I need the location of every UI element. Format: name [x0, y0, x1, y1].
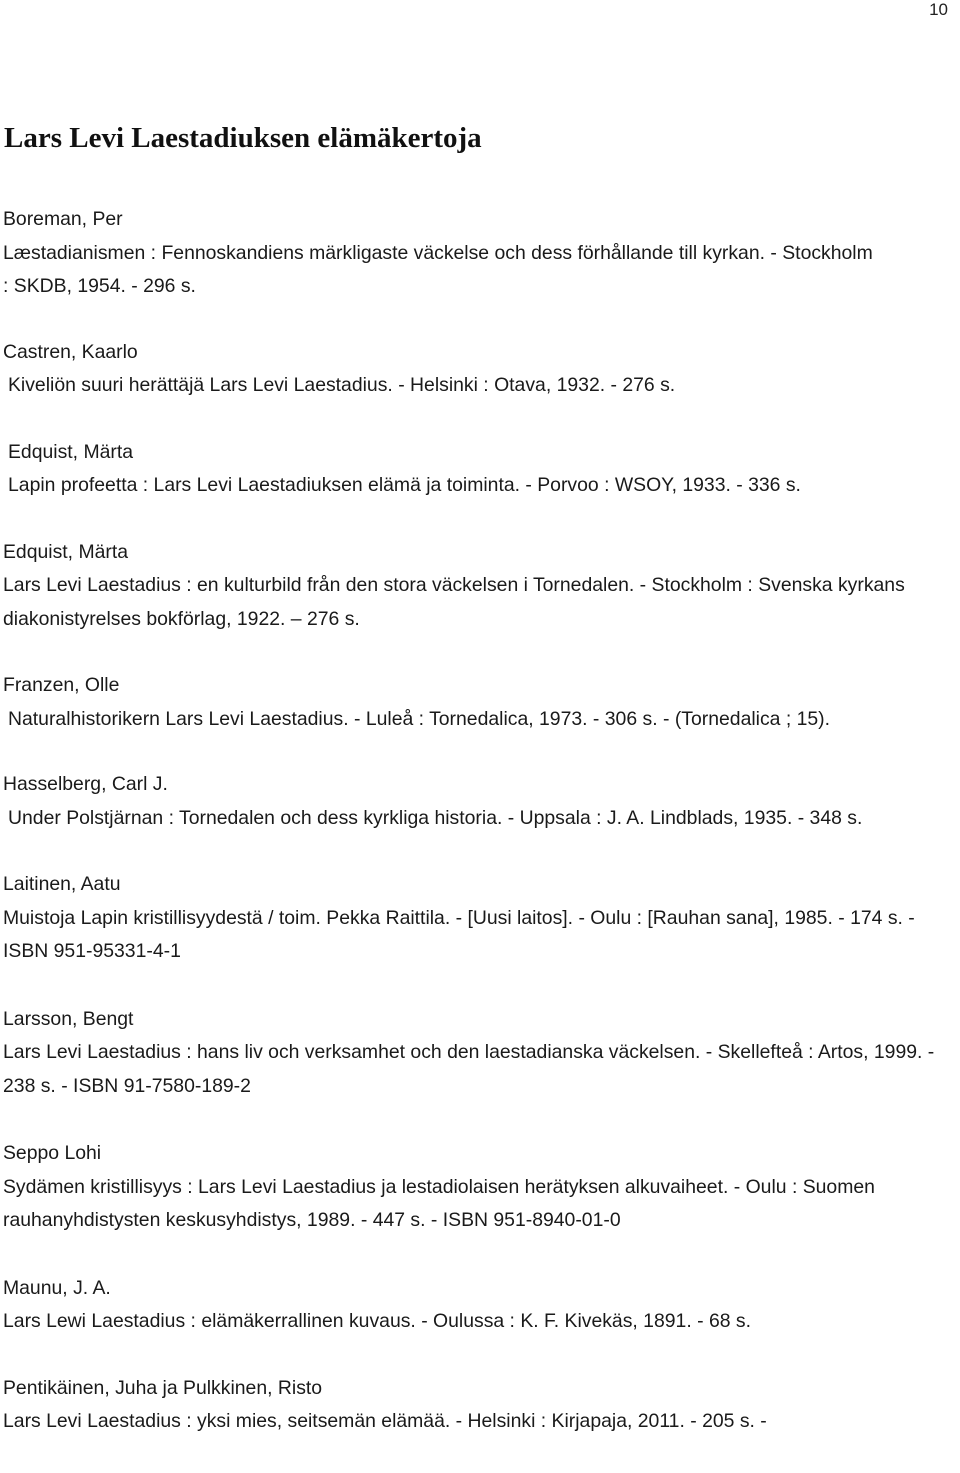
entry-work: Lars Levi Laestadius : yksi mies, seitsemän elämää. - Helsinki : Kirjapaja, 2011. - 205 s. -: [3, 1410, 767, 1432]
entry-work: Lars Levi Laestadius : en kulturbild från den stora väckelsen i Tornedalen. - Stockholm : Svenska kyrkans diakonistyrelses bokförlag, 1922. – 276 s.: [3, 574, 905, 630]
bibliography-entry: [3, 1272, 953, 1339]
entry-author: Franzen, Olle: [3, 674, 120, 696]
bibliography-entry: [3, 868, 953, 969]
entry-work: Under Polstjärnan : Tornedalen och dess kyrkliga historia. - Uppsala : J. A. Lindblads, 1935. - 348 s.: [8, 806, 863, 829]
entry-work: Naturalhistorikern Lars Levi Laestadius. - Luleå : Tornedalica, 1973. - 306 s. - (Tornedalica ; 15).: [8, 707, 831, 730]
entry-author: Castren, Kaarlo: [3, 340, 138, 363]
bibliography-entry: [3, 768, 953, 835]
entry-work: Lapin profeetta : Lars Levi Laestadiuksen elämä ja toiminta. - Porvoo : WSOY, 1933. - 336 s.: [8, 474, 801, 496]
entry-work: Muistoja Lapin kristillisyydestä / toim. Pekka Raittila. - [Uusi laitos]. - Oulu : [Rauhan sana], 1985. - 174 s. - ISBN 951-95331-4-1: [3, 906, 915, 962]
bibliography-entry: [3, 336, 953, 403]
entry-work: Læstadianismen : Fennoskandiens märkligaste väckelse och dess förhållande till kyrkan. - Stockholm : SKDB, 1954. - 296 s.: [3, 241, 873, 297]
bibliography-entry: [3, 203, 953, 304]
entry-work: Kiveliön suuri herättäjä Lars Levi Laestadius. - Helsinki : Otava, 1932. - 276 s.: [8, 374, 676, 396]
page-number: 10: [929, 0, 948, 19]
entry-author: Boreman, Per: [3, 208, 123, 230]
entry-author: Edquist, Märta: [3, 540, 129, 563]
bibliography-entry: [3, 436, 953, 503]
entry-author: Larsson, Bengt: [3, 1007, 134, 1030]
entry-work: Sydämen kristillisyys : Lars Levi Laestadius ja lestadiolaisen herätyksen alkuvaiheet. - Oulu : Suomen rauhanyhdistysten keskusyhdistys, 1989. - 447 s. - ISBN 951-8940-01-0: [3, 1175, 875, 1231]
entry-author: Hasselberg, Carl J.: [3, 773, 168, 795]
bibliography-entry: [3, 1372, 953, 1439]
bibliography-entry: [3, 669, 953, 736]
entry-work: Lars Levi Laestadius : hans liv och verksamhet och den laestadianska väckelsen. - Skellefteå : Artos, 1999. - 238 s. - ISBN 91-7580-189-2: [3, 1041, 935, 1097]
entry-author: Pentikäinen, Juha ja Pulkkinen, Risto: [3, 1376, 323, 1399]
bibliography-entry: [3, 1003, 953, 1104]
bibliography-entry: [3, 1137, 953, 1238]
bibliography-list: [3, 203, 953, 1473]
entry-author: Laitinen, Aatu: [3, 873, 121, 895]
entry-author: Edquist, Märta: [8, 440, 134, 463]
entry-author: Maunu, J. A.: [3, 1276, 111, 1299]
page-title: Lars Levi Laestadiuksen elämäkertoja: [4, 122, 482, 154]
bibliography-entry: [3, 536, 953, 637]
entry-author: Seppo Lohi: [3, 1142, 102, 1164]
entry-work: Lars Lewi Laestadius : elämäkerrallinen kuvaus. - Oulussa : K. F. Kivekäs, 1891. - 68 s.: [3, 1310, 751, 1332]
